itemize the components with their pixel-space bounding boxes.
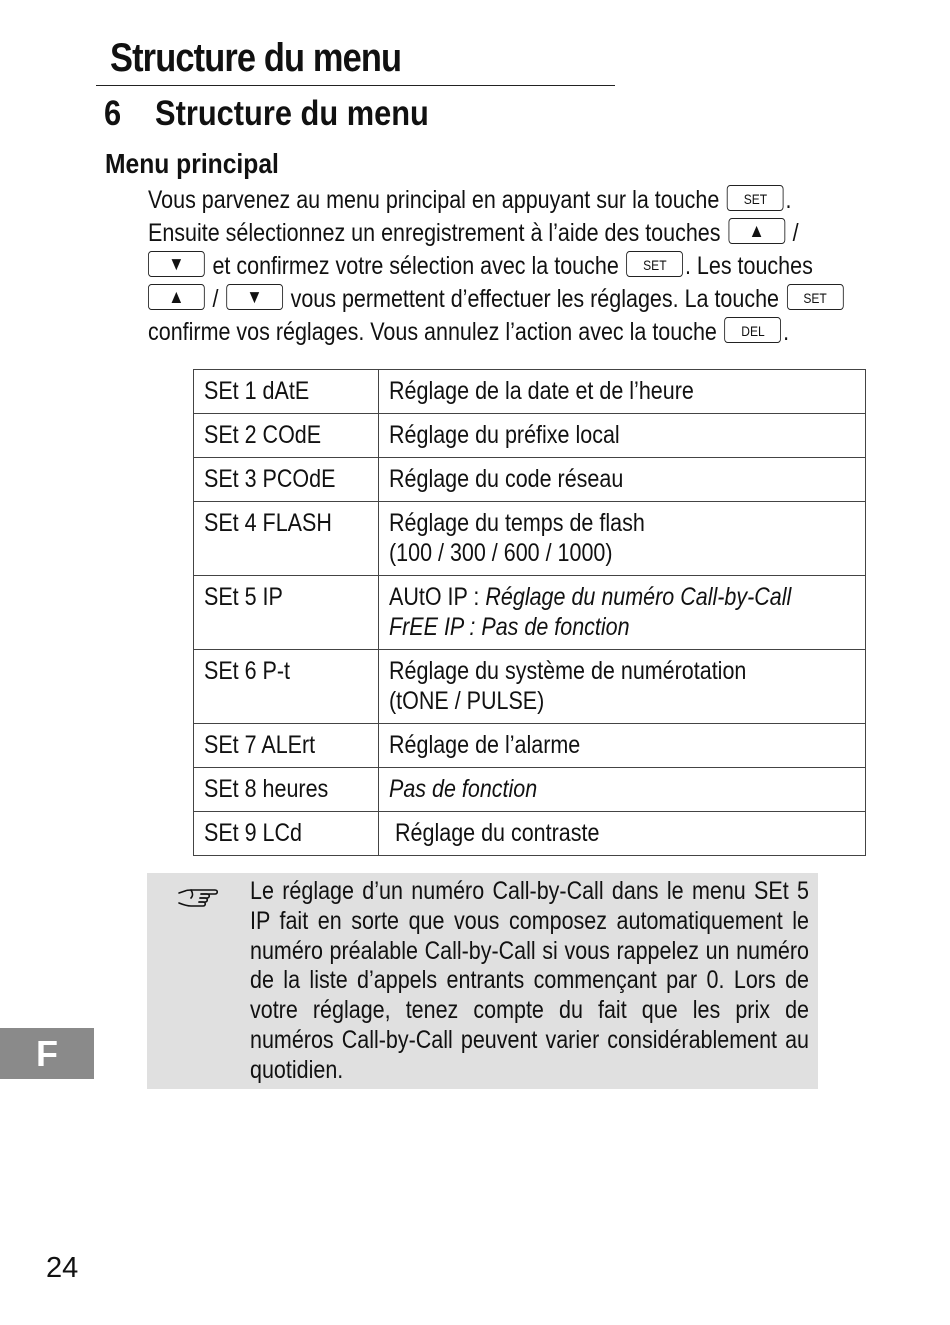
menu-code-cell [194, 724, 379, 768]
menu-code: SEt 4 FLASH [204, 509, 332, 537]
menu-description-cell [379, 724, 866, 768]
table-row [194, 370, 866, 414]
menu-code: SEt 5 IP [204, 583, 283, 611]
table-row [194, 812, 866, 856]
section-heading [104, 94, 429, 134]
menu-code-cell [194, 370, 379, 414]
menu-code: SEt 8 heures [204, 775, 329, 803]
set-key: SET [787, 284, 844, 310]
menu-code: SEt 1 dAtE [204, 377, 310, 405]
table-row [194, 724, 866, 768]
table-row [194, 576, 866, 650]
del-key: DEL [725, 317, 782, 343]
menu-description: Réglage du code réseau [389, 465, 624, 493]
up-arrow-key: ▲ [148, 284, 205, 310]
menu-code: SEt 3 PCOdE [204, 465, 336, 493]
menu-description: Réglage du préfixe local [389, 421, 620, 449]
menu-description-cell [379, 812, 866, 856]
table-row [194, 768, 866, 812]
menu-description-second-option: FrEE IP : Pas de fonction [389, 613, 630, 641]
intro-line [148, 316, 802, 349]
up-arrow-key: ▲ [728, 218, 785, 244]
table-row [194, 650, 866, 724]
menu-code-cell [194, 458, 379, 502]
intro-line [148, 250, 813, 283]
menu-code: SEt 7 ALErt [204, 731, 316, 759]
menu-description-cell [379, 650, 866, 724]
menu-description [389, 582, 798, 612]
menu-code: SEt 2 COdE [204, 421, 322, 449]
intro-text: . Les touches [684, 252, 813, 280]
intro-text: Vous parvenez au menu principal en appuyant sur la touche [148, 186, 720, 214]
intro-text: / [206, 285, 225, 313]
intro-text: et confirmez votre sélection avec la touche [206, 252, 619, 280]
menu-code-cell [194, 576, 379, 650]
language-tab: F [0, 1028, 94, 1079]
menu-description-cell [379, 414, 866, 458]
menu-code-cell [194, 812, 379, 856]
intro-text: . [783, 318, 790, 346]
pointing-hand-icon [177, 885, 221, 915]
intro-text: confirme vos réglages. Vous annulez l’action avec la touche [148, 318, 717, 346]
table-row [194, 458, 866, 502]
header-rule [96, 85, 615, 86]
page-header-title: Structure du menu [110, 36, 402, 80]
intro-text: vous permettent d’effectuer les réglages. La touche [284, 285, 780, 313]
menu-code: SEt 9 LCd [204, 819, 302, 847]
section-title: Structure du menu [155, 94, 429, 133]
subsection-heading: Menu principal [105, 148, 279, 179]
note-box [147, 873, 818, 1089]
menu-structure-table [193, 369, 866, 856]
note-text: Le réglage d’un numéro Call-by-Call dans le menu SEt 5 IP fait en sorte que vous composez automatiquement le numéro préalable Call-by-Call si vous rappelez un numéro de la liste d’appels entrants commençant par 0. Lors de votre réglage, tenez compte du fait que les prix de numéros Call-by-Call peuvent varier considérablement au quotidien. [250, 877, 809, 1084]
intro-line [148, 283, 827, 316]
menu-description: Réglage du temps de flash [389, 509, 645, 537]
intro-line [148, 184, 802, 217]
down-arrow-key: ▼ [226, 284, 283, 310]
menu-code: SEt 6 P-t [204, 657, 291, 685]
menu-description: Réglage du contraste [395, 819, 600, 847]
intro-text: / [786, 219, 799, 247]
menu-description-cell [379, 768, 866, 812]
intro-text: Ensuite sélectionnez un enregistrement à l’aide des touches [148, 219, 721, 247]
section-number: 6 [104, 94, 122, 133]
page-number: 24 [46, 1252, 79, 1284]
table-row [194, 414, 866, 458]
menu-option-label: AUtO IP : [389, 583, 486, 611]
menu-description-cell [379, 576, 866, 650]
intro-text: . [785, 186, 792, 214]
menu-description-values: (100 / 300 / 600 / 1000) [389, 539, 613, 567]
menu-description-values: (tONE / PULSE) [389, 687, 545, 715]
intro-paragraph [148, 184, 827, 349]
down-arrow-key: ▼ [148, 251, 205, 277]
menu-code-cell [194, 650, 379, 724]
set-key: SET [727, 185, 784, 211]
menu-description: Réglage de la date et de l’heure [389, 377, 694, 405]
table-row [194, 502, 866, 576]
menu-code-cell [194, 502, 379, 576]
menu-code-cell [194, 768, 379, 812]
menu-description: Pas de fonction [389, 775, 538, 803]
menu-code-cell [194, 414, 379, 458]
menu-description-cell [379, 458, 866, 502]
menu-description-cell [379, 370, 866, 414]
menu-description-cell [379, 502, 866, 576]
intro-line [148, 217, 802, 250]
set-key: SET [626, 251, 683, 277]
menu-option-description: Réglage du numéro Call-by-Call [485, 583, 792, 611]
menu-description: Réglage du système de numérotation [389, 657, 747, 685]
menu-description: Réglage de l’alarme [389, 731, 581, 759]
